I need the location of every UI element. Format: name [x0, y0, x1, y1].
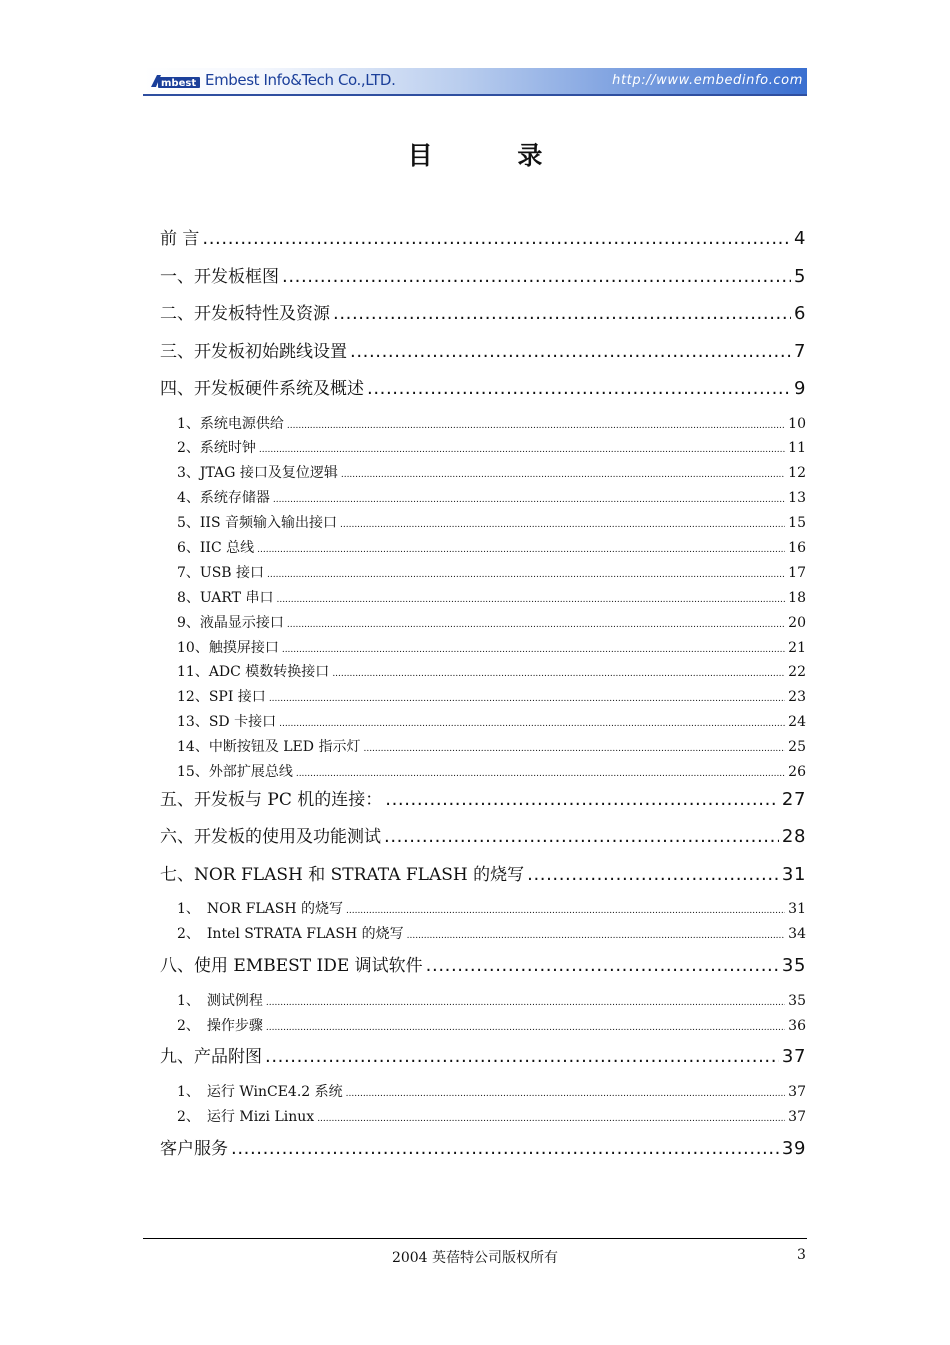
- toc-entry-title: 4、系统存储器: [177, 490, 270, 507]
- toc-leader: [367, 376, 791, 402]
- toc-leader: [340, 515, 785, 535]
- toc-entry-title: 8、UART 串口: [177, 589, 274, 606]
- toc-entry-title: 6、IIC 总线: [177, 539, 255, 556]
- toc-subentry[interactable]: [160, 638, 806, 663]
- embest-logo-icon: [149, 73, 201, 89]
- toc-leader: [202, 226, 791, 252]
- toc-leader: [266, 1018, 785, 1038]
- toc-entry-title: 12、SPI 接口: [177, 689, 266, 706]
- toc-entry-title: 7、USB 接口: [177, 564, 265, 581]
- page-title: 目 录: [407, 141, 581, 170]
- toc-leader: [273, 490, 785, 510]
- toc-subentry[interactable]: [160, 488, 806, 513]
- toc-subentry[interactable]: [160, 513, 806, 538]
- toc-leader: [267, 565, 785, 585]
- toc-leader: [279, 714, 785, 734]
- toc-leader: [346, 1084, 786, 1104]
- toc-subentry[interactable]: [160, 414, 806, 439]
- toc-leader: [317, 1109, 785, 1129]
- toc-entry-page: 37: [788, 1108, 806, 1125]
- toc-entry-title: 四、开发板硬件系统及概述: [160, 379, 364, 399]
- toc-entry-page: 35: [788, 992, 806, 1009]
- toc-entry-page: 37: [788, 1083, 806, 1100]
- toc-entry-page: 10: [788, 415, 806, 432]
- toc-entry-title: 二、开发板特性及资源: [160, 304, 330, 324]
- toc-entry-page: 20: [788, 614, 806, 631]
- toc-leader: [282, 640, 785, 660]
- toc-leader: [527, 862, 779, 888]
- toc-entry-page: 9: [793, 378, 806, 399]
- toc-entry-page: 6: [793, 303, 806, 324]
- toc-entry-title: 10、触摸屏接口: [177, 639, 279, 656]
- toc-leader: [333, 301, 791, 327]
- toc-entry-title: 2、 操作步骤: [177, 1017, 263, 1034]
- toc-subentry[interactable]: [160, 712, 806, 737]
- toc-subentry[interactable]: [160, 463, 806, 488]
- toc-entry-page: 15: [788, 515, 806, 532]
- toc-subentry[interactable]: [160, 1016, 806, 1041]
- toc-subentry[interactable]: [160, 563, 806, 588]
- toc-leader: [265, 1044, 779, 1070]
- toc-entry-title: 2、系统时钟: [177, 440, 256, 457]
- footer-page-number: 3: [797, 1247, 806, 1263]
- toc-entry-title: 9、液晶显示接口: [177, 614, 284, 631]
- toc-entry-page: 17: [788, 564, 806, 581]
- toc-entry-title: 2、 Intel STRATA FLASH 的烧写: [177, 926, 404, 943]
- toc-subentry[interactable]: [160, 737, 806, 762]
- toc-entry-page: 27: [781, 788, 806, 810]
- toc-leader: [269, 689, 785, 709]
- toc-leader: [257, 540, 785, 560]
- toc-entry-page: 16: [788, 539, 806, 556]
- toc-leader: [276, 590, 785, 610]
- toc-leader: [332, 664, 785, 684]
- toc-entry-page: 11: [788, 440, 806, 457]
- toc-leader: [287, 615, 785, 635]
- toc-entry-title: 九、产品附图: [160, 1047, 262, 1068]
- toc-subentry[interactable]: [160, 924, 806, 949]
- toc-entry-title: 1、 测试例程: [177, 992, 263, 1009]
- toc-leader: [426, 953, 779, 979]
- toc-entry-page: 7: [793, 340, 806, 362]
- toc-entry-title: 1、系统电源供给: [177, 415, 284, 432]
- toc-leader: [341, 465, 785, 485]
- toc-entry-title: 前 言: [160, 229, 200, 249]
- toc-leader: [287, 416, 785, 436]
- toc-entry-page: 36: [788, 1017, 806, 1034]
- toc-subentry[interactable]: [160, 662, 806, 687]
- toc-entry-page: 12: [788, 465, 806, 482]
- toc-entry-page: 26: [788, 763, 806, 780]
- toc-leader: [350, 339, 791, 365]
- toc-entry-features[interactable]: [160, 301, 806, 339]
- toc-entry-title: 七、NOR FLASH 和 STRATA FLASH 的烧写: [160, 864, 525, 885]
- toc-leader: [231, 1136, 779, 1162]
- toc-leader: [282, 264, 791, 290]
- toc-entry-page: 34: [788, 926, 806, 943]
- toc-entry-title: 13、SD 卡接口: [177, 714, 277, 731]
- toc-entry-page: 23: [788, 689, 806, 706]
- toc-entry-title: 2、 运行 Mizi Linux: [177, 1108, 315, 1125]
- toc-entry-page: 13: [788, 490, 806, 507]
- toc-entry-title: 14、中断按钮及 LED 指示灯: [177, 739, 361, 756]
- toc-entry-hardware-overview[interactable]: [160, 376, 806, 414]
- company-name: Embest Info&Tech Co.,LTD.: [205, 71, 396, 89]
- toc-entry-page: 35: [781, 955, 806, 977]
- toc-entry-embest-ide[interactable]: [160, 953, 806, 991]
- toc-entry-page: 25: [788, 739, 806, 756]
- logo-text: mbest: [161, 78, 197, 89]
- toc-subentry[interactable]: [160, 1107, 806, 1132]
- toc-subentry[interactable]: [160, 899, 806, 924]
- footer-divider: [143, 1238, 807, 1239]
- header-url[interactable]: http://www.embedinfo.com: [612, 73, 803, 88]
- toc-leader: [407, 926, 786, 946]
- toc-entry-usage-testing[interactable]: [160, 824, 806, 862]
- toc-leader: [346, 901, 785, 921]
- toc-entry-preface[interactable]: [160, 226, 806, 264]
- toc-entry-page: 18: [788, 589, 806, 606]
- toc-entry-page: 4: [793, 228, 806, 249]
- toc-subentry[interactable]: [160, 1082, 806, 1107]
- toc-entry-page: 37: [781, 1046, 806, 1068]
- toc-entry-page: 39: [781, 1137, 806, 1159]
- page-header: [143, 68, 807, 96]
- toc-entry-block-diagram[interactable]: [160, 264, 806, 302]
- toc-entry-title: 11、ADC 模数转换接口: [177, 664, 330, 681]
- toc-subentry[interactable]: [160, 538, 806, 563]
- toc-entry-customer-service[interactable]: [160, 1136, 806, 1174]
- toc-leader: [259, 440, 785, 460]
- toc-entry-page: 31: [788, 901, 806, 918]
- toc-entry-title: 1、 NOR FLASH 的烧写: [177, 901, 343, 918]
- toc-entry-page: 24: [788, 714, 806, 731]
- toc-subentry[interactable]: [160, 762, 806, 787]
- toc-entry-title: 三、开发板初始跳线设置: [160, 341, 347, 362]
- toc-subentry[interactable]: [160, 438, 806, 463]
- toc-entry-title: 五、开发板与 PC 机的连接：: [160, 789, 383, 810]
- toc-entry-page: 31: [781, 863, 806, 885]
- toc-subentry[interactable]: [160, 613, 806, 638]
- toc-entry-title: 15、外部扩展总线: [177, 763, 293, 780]
- toc-subentry[interactable]: [160, 687, 806, 712]
- footer-copyright: 2004 英蓓特公司版权所有: [391, 1250, 559, 1266]
- table-of-contents: [160, 226, 806, 1173]
- toc-entry-page: 21: [788, 639, 806, 656]
- toc-entry-page: 22: [788, 664, 806, 681]
- toc-entry-title: 一、开发板框图: [160, 266, 279, 287]
- toc-entry-title: 客户服务: [160, 1138, 228, 1159]
- toc-leader: [296, 764, 785, 784]
- toc-leader: [385, 787, 779, 813]
- toc-entry-page: 5: [793, 265, 806, 287]
- toc-entry-title: 八、使用 EMBEST IDE 调试软件: [160, 956, 423, 977]
- toc-entry-product-figures[interactable]: [160, 1044, 806, 1082]
- toc-entry-flash-programming[interactable]: [160, 862, 806, 900]
- toc-subentry[interactable]: [160, 588, 806, 613]
- toc-entry-title: 5、IIS 音频输入输出接口: [177, 515, 338, 532]
- toc-leader: [266, 993, 785, 1013]
- toc-subentry[interactable]: [160, 991, 806, 1016]
- toc-entry-title: 六、开发板的使用及功能测试: [160, 827, 381, 848]
- toc-entry-jumper-settings[interactable]: [160, 339, 806, 377]
- toc-entry-pc-connection[interactable]: [160, 787, 806, 825]
- toc-entry-title: 1、 运行 WinCE4.2 系统: [177, 1083, 343, 1100]
- toc-leader: [363, 739, 785, 759]
- toc-entry-title: 3、JTAG 接口及复位逻辑: [177, 465, 338, 482]
- toc-entry-page: 28: [781, 826, 806, 848]
- toc-leader: [384, 824, 779, 850]
